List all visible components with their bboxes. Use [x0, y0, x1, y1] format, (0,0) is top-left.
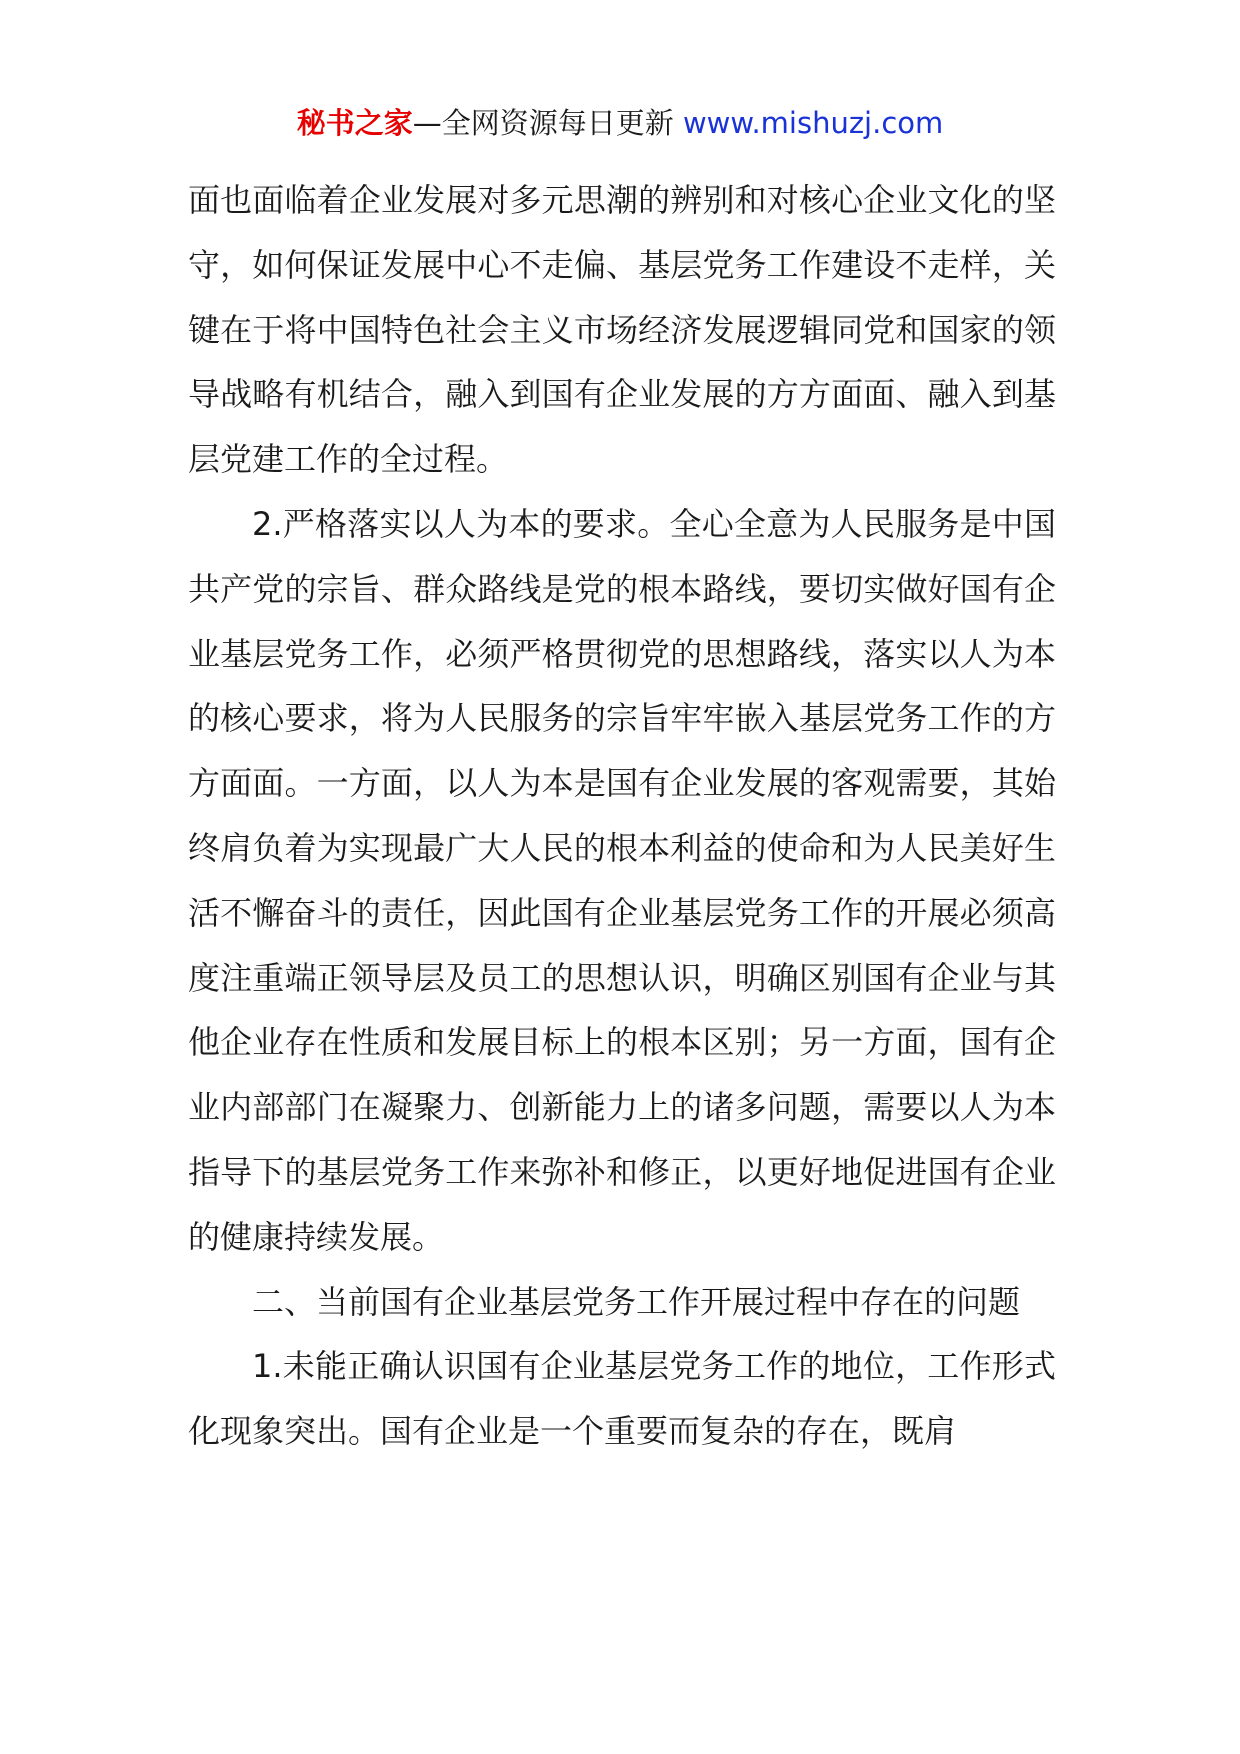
paragraph-continued: 面也面临着企业发展对多元思潮的辨别和对核心企业文化的坚守，如何保证发展中心不走偏、基层党务工作建设不走样，关键在于将中国特色社会主义市场经济发展逻辑同党和国家的领导战略有机结合，融入到国有企业发展的方方面面、融入到基层党建工作的全过程。	[188, 181, 1056, 479]
site-url-link[interactable]: www.mishuzj.com	[682, 106, 944, 140]
brand-name: 秘书之家	[296, 106, 413, 140]
paragraph-people-oriented: 2.严格落实以人为本的要求。全心全意为人民服务是中国共产党的宗旨、群众路线是党的根本路线，要切实做好国有企业基层党务工作，必须严格贯彻党的思想路线，落实以人为本的核心要求，将为人民服务的宗旨牢牢嵌入基层党务工作的方方面面。一方面，以人为本是国有企业发展的客观需要，其始终肩负着为实现最广大人民的根本利益的使命和为人民美好生活不懈奋斗的责任，因此国有企业基层党务工作的开展必须高度注重端正领导层及员工的思想认识，明确区别国有企业与其他企业存在性质和发展目标上的根本区别；另一方面，国有企业内部部门在凝聚力、创新能力上的诸多问题，需要以人为本指导下的基层党务工作来弥补和修正，以更好地促进国有企业的健康持续发展。	[188, 504, 1056, 1256]
paragraph-problem-1: 1.未能正确认识国有企业基层党务工作的地位，工作形式化现象突出。国有企业是一个重要而复杂的存在，既肩	[188, 1347, 1056, 1451]
document-body	[188, 168, 1056, 1464]
section-heading-problems: 二、当前国有企业基层党务工作开展过程中存在的问题	[252, 1282, 1021, 1321]
header-slogan: —全网资源每日更新	[412, 106, 674, 140]
site-header	[0, 103, 1240, 143]
